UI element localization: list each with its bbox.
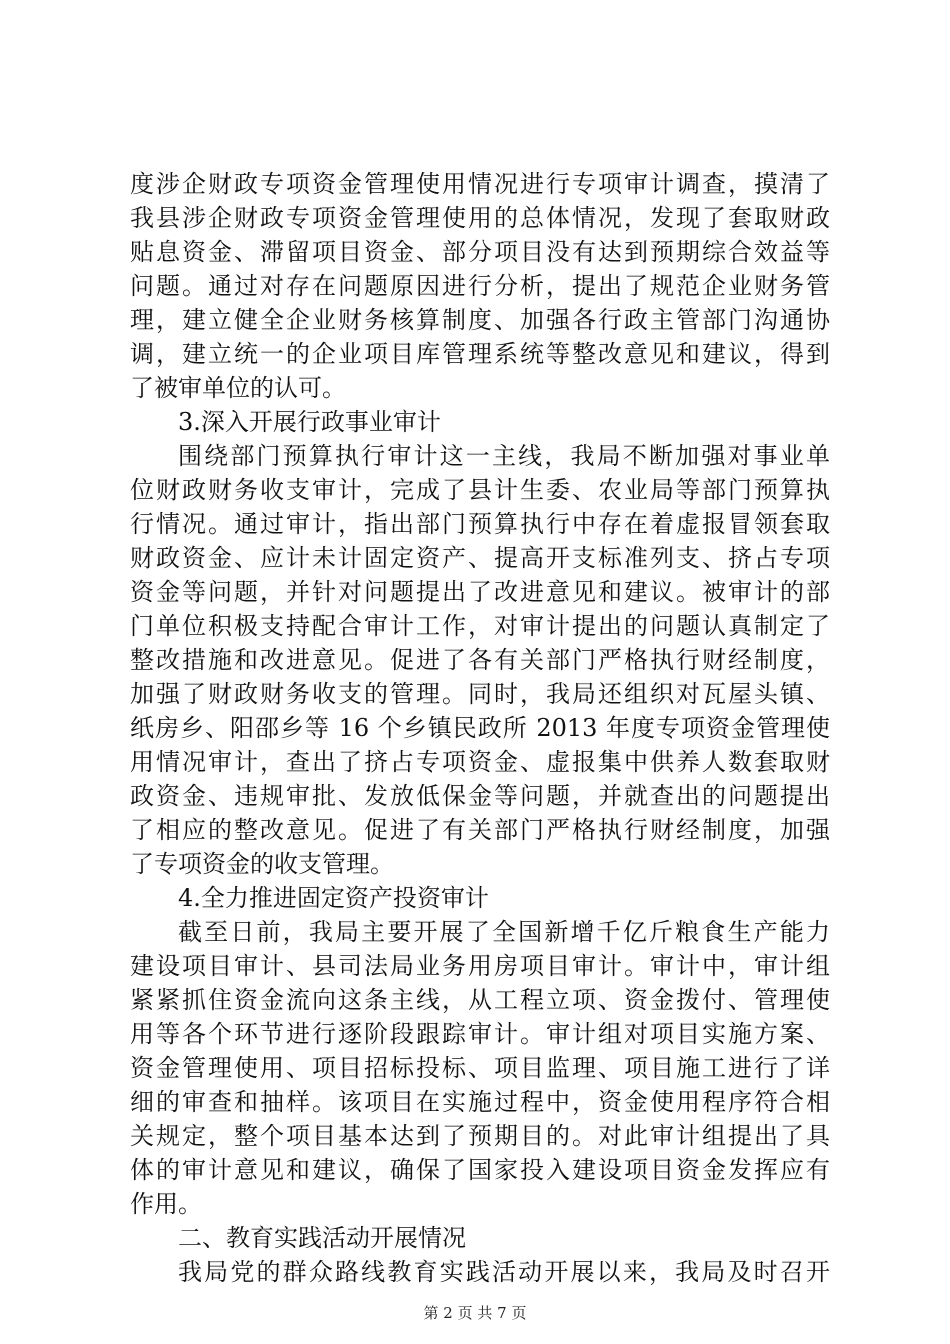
text-line: 资金管理使用、项目招标投标、项目监理、项目施工进行了详 — [130, 1054, 830, 1082]
text-line: 理，建立健全企业财务核算制度、加强各行政主管部门沟通协 — [130, 306, 830, 334]
text-line: 财政资金、应计未计固定资产、提高开支标准列支、挤占专项 — [130, 544, 830, 572]
text-line: 度涉企财政专项资金管理使用情况进行专项审计调查，摸清了 — [130, 170, 830, 198]
text-line: 调，建立统一的企业项目库管理系统等整改意见和建议，得到 — [130, 340, 830, 368]
text-line: 整改措施和改进意见。促进了各有关部门严格执行财经制度， — [130, 646, 830, 674]
text-line: 门单位积极支持配合审计工作，对审计提出的问题认真制定了 — [130, 612, 830, 640]
text-line: 我局党的群众路线教育实践活动开展以来，我局及时召开 — [178, 1258, 830, 1286]
text-line: 位财政财务收支审计，完成了县计生委、农业局等部门预算执 — [130, 476, 830, 504]
text-line: 纸房乡、阳邵乡等 16 个乡镇民政所 2013 年度专项资金管理使 — [130, 714, 830, 742]
section-heading: 二、教育实践活动开展情况 — [178, 1224, 466, 1252]
text-line: 用等各个环节进行逐阶段跟踪审计。审计组对项目实施方案、 — [130, 1020, 830, 1048]
page-footer: 第 2 页 共 7 页 — [423, 1304, 527, 1322]
text-line: 紧紧抓住资金流向这条主线，从工程立项、资金拨付、管理使 — [130, 986, 830, 1014]
text-line: 截至日前，我局主要开展了全国新增千亿斤粮食生产能力 — [178, 918, 830, 946]
section-heading: 3.深入开展行政事业审计 — [178, 408, 441, 436]
text-line: 资金等问题，并针对问题提出了改进意见和建议。被审计的部 — [130, 578, 830, 606]
text-line: 行情况。通过审计，指出部门预算执行中存在着虚报冒领套取 — [130, 510, 830, 538]
text-line: 了相应的整改意见。促进了有关部门严格执行财经制度，加强 — [130, 816, 830, 844]
text-line: 用情况审计，查出了挤占专项资金、虚报集中供养人数套取财 — [130, 748, 830, 776]
text-line: 作用。 — [130, 1190, 202, 1218]
text-line: 政资金、违规审批、发放低保金等问题，并就查出的问题提出 — [130, 782, 830, 810]
text-line: 问题。通过对存在问题原因进行分析，提出了规范企业财务管 — [130, 272, 830, 300]
text-line: 我县涉企财政专项资金管理使用的总体情况，发现了套取财政 — [130, 204, 830, 232]
text-line: 关规定，整个项目基本达到了预期目的。对此审计组提出了具 — [130, 1122, 830, 1150]
section-heading: 4.全力推进固定资产投资审计 — [178, 884, 489, 912]
text-line: 贴息资金、滞留项目资金、部分项目没有达到预期综合效益等 — [130, 238, 830, 266]
text-line: 围绕部门预算执行审计这一主线，我局不断加强对事业单 — [178, 442, 830, 470]
text-line: 加强了财政财务收支的管理。同时，我局还组织对瓦屋头镇、 — [130, 680, 830, 708]
text-line: 了专项资金的收支管理。 — [130, 850, 394, 878]
text-line: 细的审查和抽样。该项目在实施过程中，资金使用程序符合相 — [130, 1088, 830, 1116]
text-line: 了被审单位的认可。 — [130, 374, 346, 402]
body-text — [130, 167, 830, 1289]
text-line: 体的审计意见和建议，确保了国家投入建设项目资金发挥应有 — [130, 1156, 830, 1184]
text-line: 建设项目审计、县司法局业务用房项目审计。审计中，审计组 — [130, 952, 830, 980]
